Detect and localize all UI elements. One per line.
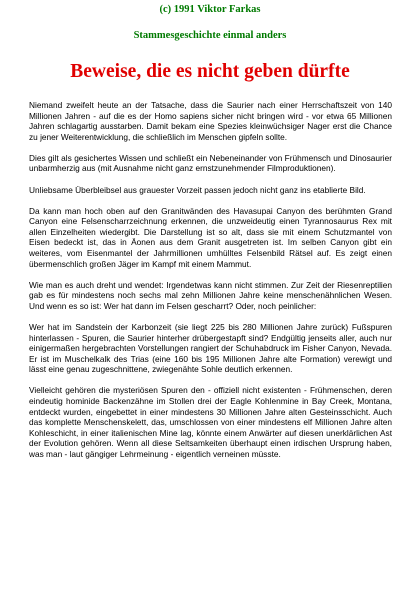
article-body (29, 100, 392, 470)
document-subtitle: Stammesgeschichte einmal anders (133, 30, 287, 41)
paragraph: Dies gilt als gesichertes Wissen und schließt ein Nebeneinander von Frühmensch und Dinosaurier unbarmherzig aus (mit Ausnahme nicht ganz ernstzunehmender Filmproduktionen). (29, 152, 392, 174)
paragraph: Wer hat im Sandstein der Karbonzeit (sie liegt 225 bis 280 Millionen Jahre zurück) Fußspuren hinterlassen - Spuren, die Saurier hinterher drübergestapft sind? Endgültig jenseits aller, auch nur einigermaßen hergebrachten Vorstellungen rangiert der Schuhabdruck im Fisher Canyon, Nevada. Er ist im Muschelkalk des Trias (eine 160 bis 195 Millionen Jahre alte Formation) verewigt und lässt eine genau zugeschnittene, zwiegenähte Sohle deutlich erkennen. (29, 322, 392, 375)
paragraph: Vielleicht gehören die mysteriösen Spuren den - offiziell nicht existenten - Frühmenschen, deren eindeutig hominide Backenzähne im Stollen drei der Eagle Kohlenmine in Bay Creek, Montana, entdeckt wurden, eingebettet in einer mindestens 30 Millionen Jahre alten Gesteinsschicht. Auch das komplette Menschenskelett, das, umschlossen von einer mindestens elf Millionen Jahre alten Kohleschicht, in einer italienischen Mine lag, könnte einem Anwärter auf diesen unerklärlichen Ast der Evolution gehören. Wenn all diese Seltsamkeiten überhaupt einen irdischen Ursprung haben, was man - laut gängiger Lehrmeinung - eigentlich verneinen müsste. (29, 385, 392, 460)
copyright-line: (c) 1991 Viktor Farkas (159, 4, 261, 15)
paragraph: Unliebsame Überbleibsel aus grauester Vorzeit passen jedoch nicht ganz ins etablierte Bild. (29, 184, 366, 195)
paragraph: Da kann man hoch oben auf den Granitwänden des Havasupai Canyon des berühmten Grand Canyon eine Felsenscharrzeichnung erkennen, die unzweideutig einen Tyrannosaurus Rex mit allen Einzelheiten wiedergibt. Die Darstellung ist so alt, dass sie mit einem Schutzmantel von Eisen bedeckt ist, das in Äonen aus dem Granit ausgetreten ist. Im selben Canyon gibt ein weiteres, vom Eisenmantel der Jahrmillionen umhülltes Felsenbild Rätsel auf. Es zeigt einen übermenschlich großen Jäger im Kampf mit einem Mammut. (29, 205, 392, 269)
document-title: Beweise, die es nicht geben dürfte (70, 61, 350, 82)
paragraph: Niemand zweifelt heute an der Tatsache, dass die Saurier nach einer Herrschaftszeit von 140 Millionen Jahren - auf die es der Homo sapiens sicher nicht bringen wird - vor etwa 65 Millionen Jahren schlagartig ausstarben. Damit bekam eine Spezies kleinwüchsiger Nager erst die Chance zu jener Weiterentwicklung, die schließlich im Menschen gipfeln sollte. (29, 100, 392, 142)
paragraph: Wie man es auch dreht und wendet: Irgendetwas kann nicht stimmen. Zur Zeit der Riesenreptilien gab es für mindestens noch sechs mal zehn Millionen Jahre keine menschenähnlichen Wesen. Und wenn es so ist: Wer hat dann im Felsen gescharrt? Oder, noch peinlicher: (29, 279, 392, 311)
